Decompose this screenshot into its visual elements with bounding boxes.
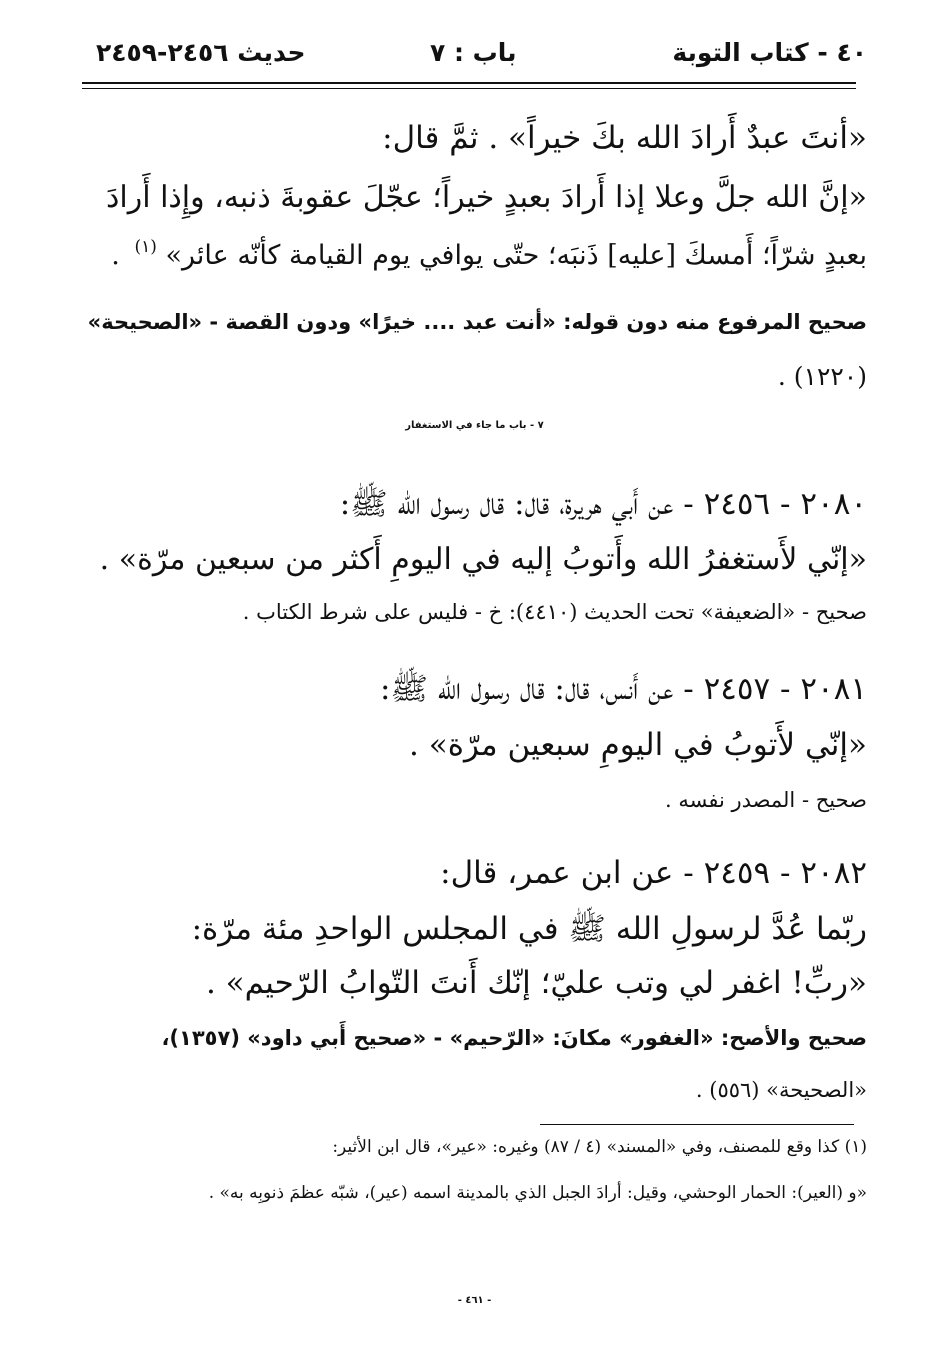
hadith-3-text-1: ربّما عُدَّ لرسولِ الله ﷺ في المجلس الواحدِ مئة مرّة:: [191, 911, 867, 947]
hadith-3-grade-1: صحيح والأصح: «الغفور» مكانَ: «الرّحيم» - «صحيح أَبي داود» (١٣٥٧)،: [161, 1026, 867, 1050]
body-line-3-text: بعبدٍ شرّاً؛ أَمسكَ [عليه] ذَنبَه؛ حتّى يوافي يوم القيامة كأنّه عائر»: [165, 240, 867, 271]
header-hadith-range: حديث ٢٤٥٦-٢٤٥٩: [96, 38, 306, 67]
hadith-1-grade: صحيح - «الضعيفة» تحت الحديث (٤٤١٠): خ - فليس على شرط الكتاب .: [242, 600, 867, 624]
hadith-3-grade-2: «الصحيحة» (٥٥٦) .: [695, 1078, 867, 1102]
footnote-1-line-2: «و (العير): الحمار الوحشي، وقيل: أرادَ الجبل الذي بالمدينة اسمه (عير)، شبّه عظمَ ذنوبِه به» .: [208, 1183, 867, 1203]
hadith-3-heading: ٢٠٨٢ - ٢٤٥٩ - عن ابن عمر، قال:: [440, 855, 867, 891]
body-line-3-end: .: [111, 240, 120, 271]
hadith-3-text-2: «ربِّ! اغفر لي وتب عليّ؛ إنّك أَنتَ التّوابُ الرّحيم» .: [205, 965, 867, 1001]
header-book-title: ٤٠ - كتاب التوبة: [672, 38, 867, 67]
grade-line-2: (١٢٢٠) .: [777, 362, 867, 391]
hadith-1-text: «إنّي لأَستغفرُ الله وأَتوبُ إليه في اليومِ أَكثر من سبعين مرّة» .: [99, 542, 867, 577]
footnote-separator: [540, 1124, 854, 1125]
body-line-2: «إنَّ الله جلَّ وعلا إذا أَرادَ بعبدٍ خيراً؛ عجّلَ عقوبةَ ذنبه، وإِذا أَرادَ: [106, 180, 867, 215]
footnote-1-line-1: (١) كذا وقع للمصنف، وفي «المسند» (٤ / ٨٧) وغيره: «عير»، قال ابن الأثير:: [332, 1137, 867, 1157]
footnote-marker: (١): [134, 237, 157, 257]
grade-line-1: صحيح المرفوع منه دون قوله: «أنت عبد .... خيرًا» ودون القصة - «الصحيحة»: [87, 310, 867, 334]
header-rule-bottom: [82, 88, 856, 89]
hadith-2-text: «إنّي لأَتوبُ في اليومِ سبعين مرّة» .: [409, 727, 867, 763]
header-chapter: باب : ٧: [430, 38, 517, 67]
chapter-title: ٧ - باب ما جاء في الاستغفار: [405, 420, 544, 431]
body-line-1: «أنتَ عبدٌ أَرادَ الله بكَ خيراً» . ثمَّ قال:: [382, 120, 867, 156]
hadith-2-heading: ٢٠٨١ - ٢٤٥٧ - عن أَنس، قال: قال رسول الله ﷺ:: [380, 671, 867, 707]
header-rule-top: [82, 82, 856, 84]
hadith-1-heading: ٢٠٨٠ - ٢٤٥٦ - عن أَبي هريرة، قال: قال رسول الله ﷺ:: [339, 486, 867, 522]
hadith-2-grade: صحيح - المصدر نفسه .: [665, 788, 867, 812]
page-number: - ٤٦١ -: [457, 1295, 492, 1306]
body-line-3: [111, 237, 867, 271]
